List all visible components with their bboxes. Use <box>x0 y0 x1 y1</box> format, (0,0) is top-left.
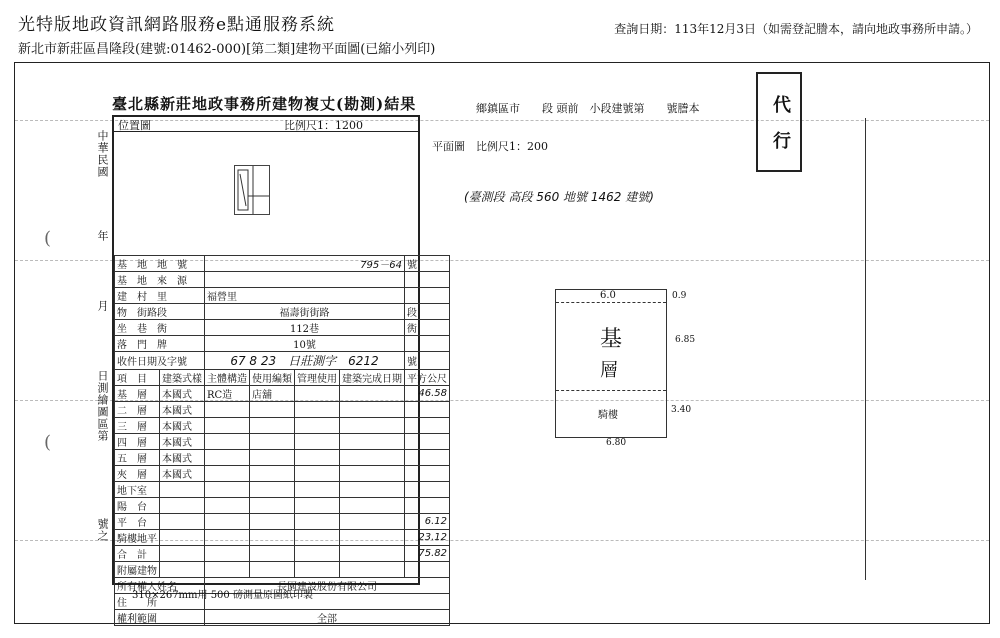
table-row <box>115 386 450 402</box>
table-cell <box>405 418 450 434</box>
location-map <box>234 165 270 215</box>
survey-note: (臺測段 高段 560 地號 1462 建號) <box>464 190 654 204</box>
divider <box>865 118 866 580</box>
plan-label: 騎樓 <box>598 410 618 421</box>
side-label: 月 <box>96 300 109 312</box>
table-cell: 平 台 <box>115 514 160 530</box>
table-row <box>115 418 450 434</box>
table-cell: 本國式 <box>160 434 205 450</box>
side-label: 年 <box>96 230 109 242</box>
table-cell <box>250 562 295 578</box>
document-title: 臺北縣新莊地政事務所建物複丈(勘測)結果 <box>112 95 417 113</box>
paren-mark: ( <box>44 432 52 453</box>
table-cell <box>205 514 250 530</box>
table-cell: 75.82 <box>405 546 450 562</box>
table-cell <box>295 386 340 402</box>
table-cell: 衖 <box>405 320 450 336</box>
table-cell <box>205 450 250 466</box>
table-cell <box>205 466 250 482</box>
table-cell <box>295 482 340 498</box>
divider <box>114 131 418 132</box>
table-cell: 福營里 <box>205 288 405 304</box>
table-cell <box>205 530 250 546</box>
plan-label: 層 <box>600 360 618 381</box>
table-cell <box>295 418 340 434</box>
table-cell <box>250 482 295 498</box>
table-cell <box>250 418 295 434</box>
table-cell: 店舖 <box>250 386 295 402</box>
table-cell: 收件日期及字號 <box>115 352 205 370</box>
table-cell: 795－64 <box>205 256 405 272</box>
table-cell: 項 目 <box>115 370 160 386</box>
table-cell <box>295 530 340 546</box>
table-row <box>115 320 450 336</box>
table-cell <box>340 498 405 514</box>
table-header <box>115 370 450 386</box>
location-map-drawing <box>235 166 269 214</box>
table-cell <box>250 434 295 450</box>
table-row <box>115 466 450 482</box>
survey-table <box>114 255 450 626</box>
table-row <box>115 402 450 418</box>
table-cell <box>295 402 340 418</box>
table-cell: 46.58 <box>405 386 450 402</box>
district-line: 鄉鎮區市 段 頭前 小段建號第 號謄本 <box>476 102 700 115</box>
table-cell: 本國式 <box>160 402 205 418</box>
table-cell <box>405 288 450 304</box>
side-label: 中華民國 <box>96 130 109 178</box>
location-map-label: 位置圖 <box>118 119 151 132</box>
table-cell <box>160 530 205 546</box>
table-row <box>115 450 450 466</box>
table-cell <box>250 514 295 530</box>
paren-mark: ( <box>44 228 52 249</box>
table-row <box>115 610 450 626</box>
table-cell <box>340 386 405 402</box>
table-cell: 落 門 牌 <box>115 336 205 352</box>
table-cell <box>160 546 205 562</box>
table-cell <box>340 562 405 578</box>
table-cell: 本國式 <box>160 466 205 482</box>
table-cell: 23.12 <box>405 530 450 546</box>
table-cell <box>295 450 340 466</box>
floor-plan <box>555 289 667 438</box>
table-cell <box>205 402 250 418</box>
table-cell: 本國式 <box>160 450 205 466</box>
table-cell <box>340 482 405 498</box>
table-cell: RC造 <box>205 386 250 402</box>
table-cell: 合 計 <box>115 546 160 562</box>
table-row <box>115 352 450 370</box>
table-cell: 所有權人姓名 <box>115 578 205 594</box>
table-cell: 騎樓地平 <box>115 530 160 546</box>
table-cell <box>340 546 405 562</box>
table-cell: 五 層 <box>115 450 160 466</box>
table-row <box>115 514 450 530</box>
table-cell: 67 8 23 日莊測字 6212 <box>205 352 405 370</box>
official-stamp: 代 行 <box>756 72 802 172</box>
table-cell <box>405 402 450 418</box>
table-cell <box>340 418 405 434</box>
table-cell: 基 地 來 源 <box>115 272 205 288</box>
table-cell: 使用編類 <box>250 370 295 386</box>
table-cell: 陽 台 <box>115 498 160 514</box>
page-subtitle: 新北市新莊區昌隆段(建號:01462-000)[第二類]建物平面圖(已縮小列印) <box>18 42 436 57</box>
table-cell: 坐 巷 衖 <box>115 320 205 336</box>
plan-dimension: 6.85 <box>675 335 696 345</box>
table-cell: 管理使用 <box>295 370 340 386</box>
side-label: 號之 <box>96 518 109 542</box>
table-cell <box>160 562 205 578</box>
table-cell <box>340 450 405 466</box>
table-cell <box>405 498 450 514</box>
table-cell: 6.12 <box>405 514 450 530</box>
table-cell: 建築式樣 <box>160 370 205 386</box>
table-cell: 夾 層 <box>115 466 160 482</box>
table-row <box>115 336 450 352</box>
divider <box>556 302 666 303</box>
table-cell: 全部 <box>205 610 450 626</box>
table-cell <box>160 482 205 498</box>
table-cell <box>295 546 340 562</box>
table-cell: 物 街路段 <box>115 304 205 320</box>
table-cell <box>295 498 340 514</box>
table-cell: 段 <box>405 304 450 320</box>
table-row <box>115 288 450 304</box>
table-cell <box>250 546 295 562</box>
table-cell <box>205 434 250 450</box>
table-cell: 平方公尺 <box>405 370 450 386</box>
table-cell: 長園建設股份有限公司 <box>205 578 450 594</box>
table-cell: 基 地 地 號 <box>115 256 205 272</box>
plan-dimension: 6.0 <box>600 290 616 301</box>
table-cell: 權利範圍 <box>115 610 205 626</box>
table-cell: 二 層 <box>115 402 160 418</box>
form-footer: 310×267mm用 500 磅測量原圖紙印製 <box>132 590 313 601</box>
table-cell: 附屬建物 <box>115 562 160 578</box>
table-cell <box>295 562 340 578</box>
table-row <box>115 272 450 288</box>
table-cell <box>340 402 405 418</box>
table-cell: 10號 <box>205 336 405 352</box>
table-cell: 四 層 <box>115 434 160 450</box>
table-cell <box>295 514 340 530</box>
table-cell <box>250 498 295 514</box>
page-title: 光特版地政資訊網路服務e點通服務系統 <box>18 15 336 35</box>
table-cell: 號 <box>405 352 450 370</box>
table-cell <box>340 434 405 450</box>
table-cell: 本國式 <box>160 386 205 402</box>
table-cell <box>405 434 450 450</box>
table-cell <box>205 498 250 514</box>
location-map-scale: 比例尺1：1200 <box>284 119 363 132</box>
table-cell <box>160 514 205 530</box>
plan-dimension: 3.40 <box>671 405 692 415</box>
table-cell: 地下室 <box>115 482 160 498</box>
table-row <box>115 256 450 272</box>
table-cell <box>405 336 450 352</box>
table-cell: 建築完成日期 <box>340 370 405 386</box>
table-cell <box>295 434 340 450</box>
table-cell: 本國式 <box>160 418 205 434</box>
table-cell <box>205 272 405 288</box>
table-cell <box>250 450 295 466</box>
table-row <box>115 434 450 450</box>
table-cell <box>340 466 405 482</box>
table-cell <box>405 482 450 498</box>
side-label: 日測繪圖區第 <box>96 370 109 442</box>
table-row <box>115 304 450 320</box>
table-row <box>115 562 450 578</box>
table-row <box>115 546 450 562</box>
table-cell <box>405 272 450 288</box>
table-cell <box>250 530 295 546</box>
table-cell <box>340 514 405 530</box>
table-cell: 基 層 <box>115 386 160 402</box>
table-cell: 住 所 <box>115 594 205 610</box>
table-cell <box>160 498 205 514</box>
plan-dimension: 6.80 <box>606 438 627 448</box>
table-row <box>115 498 450 514</box>
table-cell <box>205 546 250 562</box>
table-cell: 112巷 <box>205 320 405 336</box>
table-cell <box>205 562 250 578</box>
table-cell: 號 <box>405 256 450 272</box>
table-cell <box>250 466 295 482</box>
table-row <box>115 482 450 498</box>
table-cell <box>250 402 295 418</box>
divider <box>556 390 666 391</box>
table-row <box>115 530 450 546</box>
table-cell: 建 村 里 <box>115 288 205 304</box>
plan-dimension: 0.9 <box>672 291 687 301</box>
table-cell <box>405 466 450 482</box>
table-cell <box>405 450 450 466</box>
table-cell: 三 層 <box>115 418 160 434</box>
table-cell: 福壽街街路 <box>205 304 405 320</box>
query-date: 查詢日期：113年12月3日（如需登記謄本，請向地政事務所申請。） <box>614 22 978 36</box>
table-cell <box>205 482 250 498</box>
table-cell <box>205 418 250 434</box>
table-cell <box>405 562 450 578</box>
table-cell <box>295 466 340 482</box>
table-cell <box>340 530 405 546</box>
plan-label: 基 <box>600 327 623 352</box>
plan-scale: 平面圖 比例尺1：200 <box>432 140 548 153</box>
table-cell: 主體構造 <box>205 370 250 386</box>
